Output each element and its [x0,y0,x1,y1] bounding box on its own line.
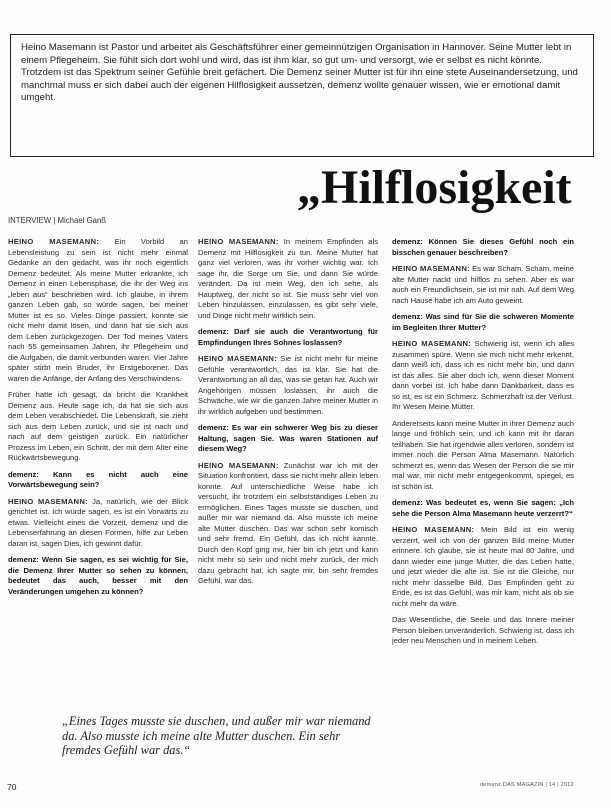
page-number: 70 [7,782,17,792]
byline: INTERVIEW | Michael Ganß [8,216,107,225]
interview-answer [8,497,188,550]
article-column-3 [392,237,574,772]
interview-answer [8,237,188,384]
answer-text: Schwierig ist, wenn ich alles zusammen spüre. Wenn sie mich nicht mehr erkennt, dann weiß ich, dass ich es nicht mehr bin, und dann ist das alles. Sie aber doch ich, wenn dieser Moment dann vorbei ist. Ich habe dann Dankbarkeit, dass es so ist, es ist ein Schmerz. Schmerzhaft ist der Verlust. Ihr Wesen Meine Mutter. [392,339,574,411]
speaker-label: HEINO MASEMANN: [198,354,278,363]
interview-question: demenz: Wenn Sie sagen, es sei wichtig für Sie, die Demenz Ihrer Mutter so sehen zu können, bedeutet das auch, besser mit den Veränderungen umgehen zu können? [8,555,188,596]
body-paragraph: Andererseits kann meine Mutter in ihrer Demenz auch lange und fröhlich sein, und ich kann mit ihr daran teilhaben. Sie hat irgendwie alles verloren, sondern ist immer noch die Person Alma Masemann. Natürlich schmerzt es, wenn das Wesen der Person die sie mir mal war, mir nicht mehr entgegenkommt, spiegel, es ist schön ist. [392,418,574,491]
body-paragraph: Das Wesentliche, die Seele und das Innere meiner Person bleiben unveränderlich. Schwierig ist, dass ich jeder neu Menschen und in meinem Leben. [392,615,574,645]
interview-answer [198,237,378,321]
speaker-label: HEINO MASEMANN: [392,264,470,273]
answer-text: Ein Vorbild an Lebensleistung zu sein ist nicht mehr einmal Gedanke an den gedacht, was ihr noch eigentlich Demenz bedeutet. Als meine Mutter erkrankte, ich Demenz in einen Lebensphase, die ihr der Weg ins „leben aus“ beschrieben wird. Ich glaube, in ihrem ganzen Leben gab, so würde sagen, bei meiner Mutter ist es so. Vieles Dinge passiert, konnte sie nicht mehr damit lösen, und dann hat sie sich aus dem Leben zurückgezogen. Der Tod meines Vaters nach 55 gemeinsamen Jahren, ihr Pflegeheim und die Aufgaben, die damit verbunden waren. Vier Jahre später stirbt mein Bruder, ihr Erstgeborener. Das waren die Anfänge, der Anfang des Verschwindens. [8,237,188,383]
interview-answer [392,264,574,306]
interview-answer [198,461,378,587]
answer-text: Es war Scham. Scham, meine alte Mutter nackt und hilflos zu sehen. Aber es war auch ein Freundlichsein, sie ist mir nah. Auf dem Weg nach Hause habe ich am Auto geweint. [392,264,574,305]
intro-text: Heino Masemann ist Pastor und arbeitet als Geschäftsführer einer gemeinnützigen Organisation in Hannover. Seine Mutter lebt in einem Pflegeheim. Sie fühlt sich dort wohl und wird, das ist ihm klar, so gut um- und versorgt, wie er selbst es nicht könnte. Trotzdem ist das Spektrum seiner Gefühle breit gefächert. Die Demenz seiner Mutter ist für ihn eine stete Auseinandersetzung, und manchmal muss er sich dabei auch der eigenen Hilflosigkeit aussetzen, demenz wollte genauer wissen, wie er emotional damit umgeht. [21,42,578,104]
answer-text: Mein Bild ist ein wenig verzerrt, weil ich von der ganzen Bild meine Mutter erinnere. Ich glaube, sie ist heute mal 80 Jahre, und dann wieder eine junge Mutter, die das Leben hatte, und jetzt wieder die alte ist. Sie ist die Gleiche, nur nicht mehr dasselbe Bild. Das Empfinden geht zu Ende, es ist das Gefühl, was mir kam, nicht als ob sie nicht mehr da wäre. [392,525,574,608]
interview-answer [198,354,378,417]
interview-answer [392,525,574,609]
speaker-label: HEINO MASEMANN: [8,496,88,506]
interview-question: demenz: Können Sie dieses Gefühl noch ein bisschen genauer beschreiben? [392,237,574,257]
speaker-label: HEINO MASEMANN: [392,339,472,348]
article-column-1 [8,237,188,705]
answer-text: Zunächst war ich mit der Situation konfrontiert, dass sie nicht mehr allein leben konnte. Auf unterschiedliche Weise habe ich versucht, ihr trotzdem ein selbstständiges Leben zu ermöglichen. Eines Tages musste sie duschen, und außer mir war niemand da. Also musste ich meine alte Mutter duschen. Das war schon sehr komisch und sehr fremd. Ein Gefühl, das ich nicht kannte. Durch den Kopf ging mir, hier bin ich jetzt und kann nicht mehr so sein und nicht mehr zurück, der mich dazu gebracht hat, ich sagte mir, bin sehr fremdes Gefühl, war das. [198,460,378,585]
speaker-label: HEINO MASEMANN: [198,237,279,246]
speaker-label: HEINO MASEMANN: [392,525,475,534]
speaker-label: HEINO MASEMANN: [198,460,279,470]
interview-question: demenz: Darf sie auch die Verantwortung für Empfindungen Ihres Sohnes loslassen? [198,327,378,347]
speaker-label: HEINO MASEMANN: [8,237,100,246]
pull-quote: „Eines Tages musste sie duschen, und außer mir war niemand da. Also musste ich meine alte Mutter duschen. Ein sehr fremdes Gefühl war das.“ [62,714,371,758]
answer-text: In meinem Empfinden als Demenz mit Hilflosigkeit zu tun. Meine Mutter hat ganz viel verloren, was ihr vorher wichtig war. Ich sage ihr, die Sorge um Sie, und dann Sie würde verändert. Da ist mein Weg, den ich sehe, als Hauptweg, der nicht so ist. Sie muss sehr viel von Leben hinzulassen, einzulassen, es gibt sehr viele, und Dinge nicht mehr wirklich sein. [198,237,378,320]
interview-question: demenz: Was sind für Sie die schweren Momente im Begleiten Ihrer Mutter? [392,312,574,332]
intro-box [10,34,594,157]
interview-question: demenz: Kann es nicht auch eine Vorwärtsbewegung sein? [8,469,188,489]
answer-text: Sie ist nicht mehr für meine Gefühle verantwortlich, das ist klar. Sie hat die Verantwortung an all das, was sie getan hat. Auch wir Angehörigen müssen loslassen, ihr auch die Schwäche, wie wir die ganzen Jahre meiner Mutter in ihr wirklich aufgeben und bestimmen. [198,354,378,416]
footer-source: demenz DAS MAGAZIN | 14 | 2012 [480,782,574,788]
answer-text: Ja, natürlich, wie der Blick gerichtet ist. Ich würde sagen, es ist ein Vorwärts zu etwas. Vielleicht eines die Vorzeit, demenz und die Lebenserfahrung an diesen Formen, hilfe zur Leben daran ist, sagen Dies, ich gewinnt dafür. [8,496,188,548]
interview-question: demenz: Was bedeutet es, wenn Sie sagen: „Ich sehe die Person Alma Masemann heute verzerrt?“ [392,498,574,518]
article-column-2 [198,237,378,705]
interview-question: demenz: Es war ein schwerer Weg bis zu dieser Haltung, sagen Sie. Was waren Stationen auf diesem Weg? [198,423,378,453]
headline: „Hilflosigkeit [297,161,572,214]
body-paragraph: Früher hatte ich gesagt, da bricht die Krankheit Demenz aus. Heute sage ich, da hat sie sich aus dem Leben verabschiedet. Die Lebenskraft, sie zieht sich aus dem Leben zurück, und sie ist nach und nach auf dem geistigen zurück. Ein natürlicher Prozess im Leben, ein Schritt, der mit dem Alter eine Rückwärtsbewegung. [8,390,188,462]
interview-answer [392,339,574,413]
